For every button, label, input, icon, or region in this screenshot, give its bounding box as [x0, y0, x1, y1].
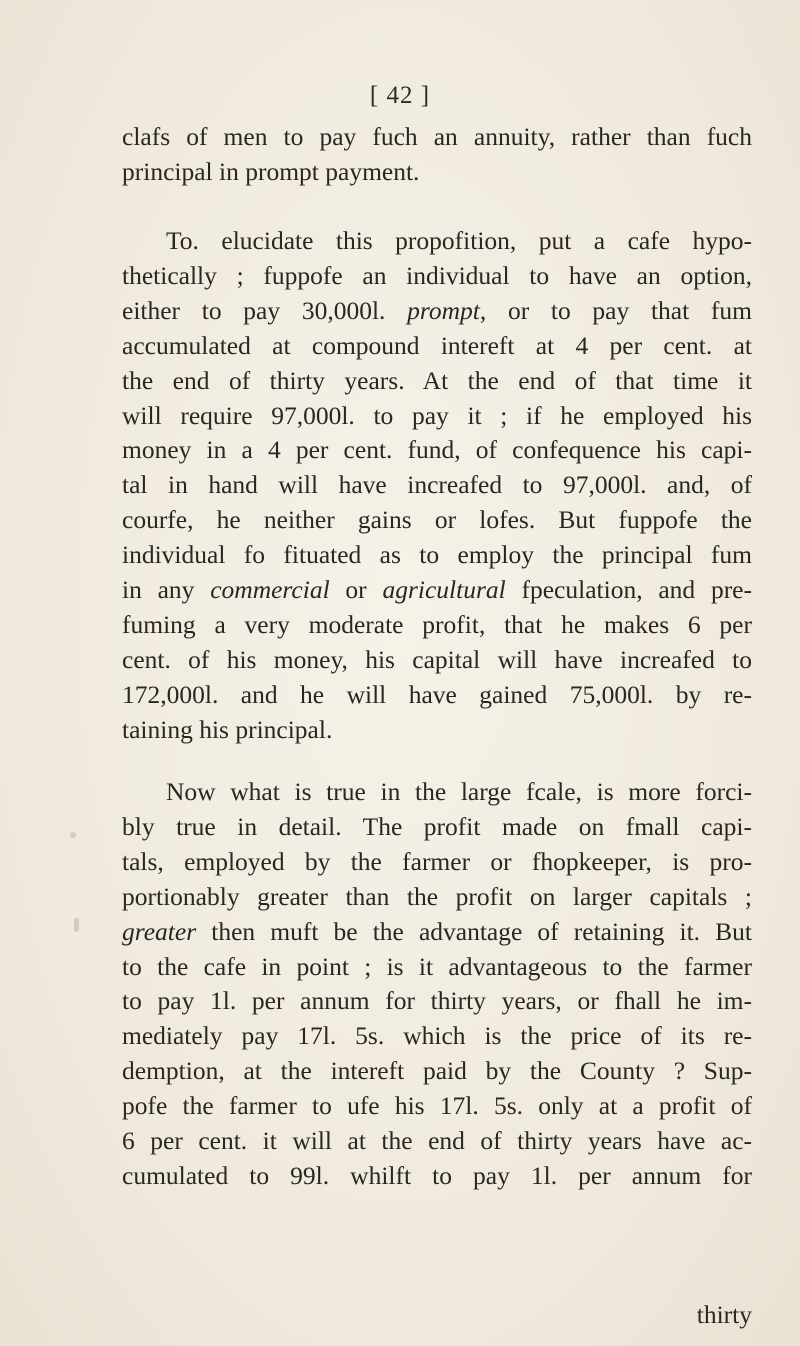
text-line: pofe the farmer to ufe his 17l. 5s. only at a profit of: [122, 1091, 752, 1121]
text-line: thetically ; fuppofe an individual to have an option,: [122, 260, 752, 290]
text-line: cent. of his money, his capital will have increafed to: [122, 644, 752, 674]
italic-word: greater: [122, 916, 197, 946]
page-blemish: [74, 918, 79, 932]
text-line: 6 per cent. it will at the end of thirty years have ac-: [122, 1126, 752, 1156]
catchword: thirty: [696, 1300, 752, 1329]
text-line: demption, at the intereft paid by the County ? Sup-: [122, 1056, 752, 1086]
italic-word: agricultural: [382, 575, 506, 605]
text-line: Now what is true in the large fcale, is more forci-: [166, 777, 752, 806]
text-line: 172,000l. and he will have gained 75,000l. by re-: [122, 679, 752, 709]
text-line: bly true in detail. The profit made on fmall capi-: [122, 811, 752, 841]
text-line: accumulated at compound intereft at 4 per cent. at: [122, 330, 752, 360]
paragraph-continuation: [122, 120, 752, 190]
text-line-with-italic: greater then muft be the advantage of retaining it. But: [122, 916, 752, 946]
text-line: money in a 4 per cent. fund, of confequence his capi-: [122, 435, 752, 465]
text-line: will require 97,000l. to pay it ; if he employed his: [122, 400, 752, 430]
text-line: courfe, he neither gains or lofes. But fuppofe the: [122, 505, 752, 535]
text-line: to pay 1l. per annum for thirty years, or fhall he im-: [122, 986, 752, 1016]
page-number: [ 42 ]: [369, 82, 431, 109]
text-line: tals, employed by the farmer or fhopkeeper, is pro-: [122, 846, 752, 876]
text-line: cumulated to 99l. whilft to pay 1l. per annum for: [122, 1160, 752, 1190]
text-line: portionably greater than the profit on larger capitals ;: [122, 881, 752, 911]
text-line: tal in hand will have increafed to 97,000l. and, of: [122, 470, 752, 500]
page-blemish: [70, 832, 76, 838]
text-line-with-italic: either to pay 30,000l. prompt, or to pay that fum: [122, 295, 752, 325]
italic-word: prompt: [407, 295, 480, 325]
text-line: mediately pay 17l. 5s. which is the price of its re-: [122, 1021, 752, 1051]
text-line: clafs of men to pay fuch an annuity, rather than fuch: [122, 122, 752, 151]
text-line: fuming a very moderate profit, that he makes 6 per: [122, 609, 752, 639]
text-line: to the cafe in point ; is it advantageous to the farmer: [122, 951, 752, 981]
text-line: taining his principal.: [122, 714, 333, 744]
text-line: To. elucidate this propofition, put a cafe hypo-: [166, 226, 752, 255]
paragraph-now-what: [122, 775, 752, 1194]
text-line: individual fo fituated as to employ the principal fum: [122, 540, 752, 570]
paragraph-elucidate: [122, 224, 752, 748]
text-line: the end of thirty years. At the end of that time it: [122, 365, 752, 395]
text-line-with-italic: in any commercial or agricultural fpeculation, and pre-: [122, 575, 752, 605]
text-line: principal in prompt payment.: [122, 156, 420, 186]
italic-word: commercial: [210, 575, 330, 605]
